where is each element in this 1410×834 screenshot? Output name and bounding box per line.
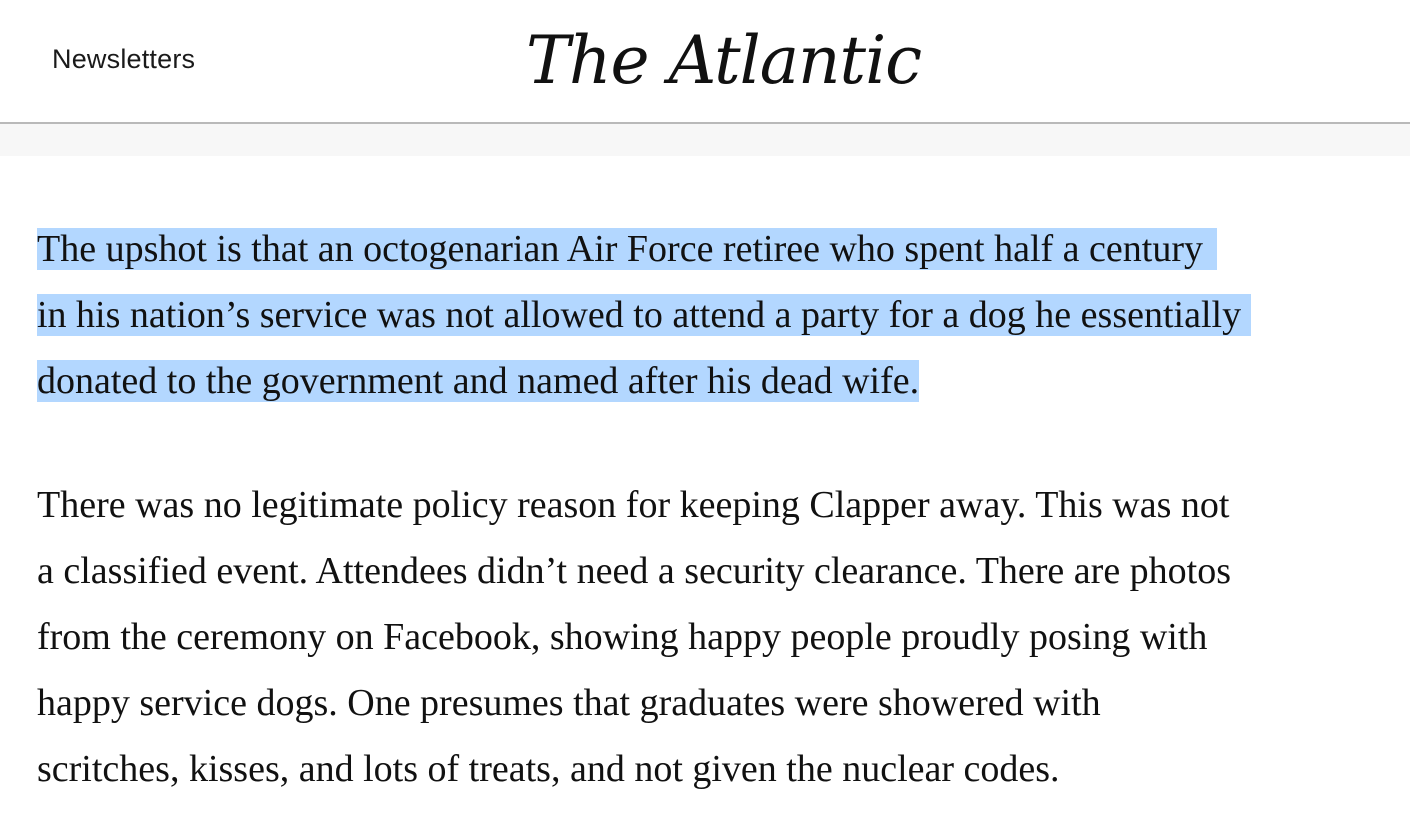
article-paragraph[interactable] (37, 472, 1377, 802)
article-body (37, 216, 1377, 802)
paragraph-line: scritches, kisses, and lots of treats, and not given the nuclear codes. (37, 748, 1060, 790)
selected-text: in his nation’s service was not allowed to attend a party for a dog he essentially (37, 294, 1251, 336)
paragraph-line: a classified event. Attendees didn’t need a security clearance. There are photos (37, 550, 1232, 592)
paragraph-line: from the ceremony on Facebook, showing happy people proudly posing with (37, 616, 1208, 658)
article-paragraph-selected[interactable] (37, 216, 1377, 414)
selected-text: donated to the government and named after his dead wife. (37, 360, 920, 402)
paragraph-line (37, 348, 1377, 414)
the-atlantic-logo[interactable]: The Atlantic (526, 22, 922, 99)
site-header (0, 0, 1410, 124)
paragraph-line (37, 282, 1377, 348)
selected-text: The upshot is that an octogenarian Air Force retiree who spent half a century (37, 228, 1217, 270)
newsletters-link[interactable]: Newsletters (52, 44, 196, 74)
paragraph-line: happy service dogs. One presumes that graduates were showered with (37, 682, 1101, 724)
paragraph-line (37, 216, 1377, 282)
paragraph-line: There was no legitimate policy reason for keeping Clapper away. This was not (37, 484, 1230, 526)
header-subbar (0, 124, 1410, 156)
